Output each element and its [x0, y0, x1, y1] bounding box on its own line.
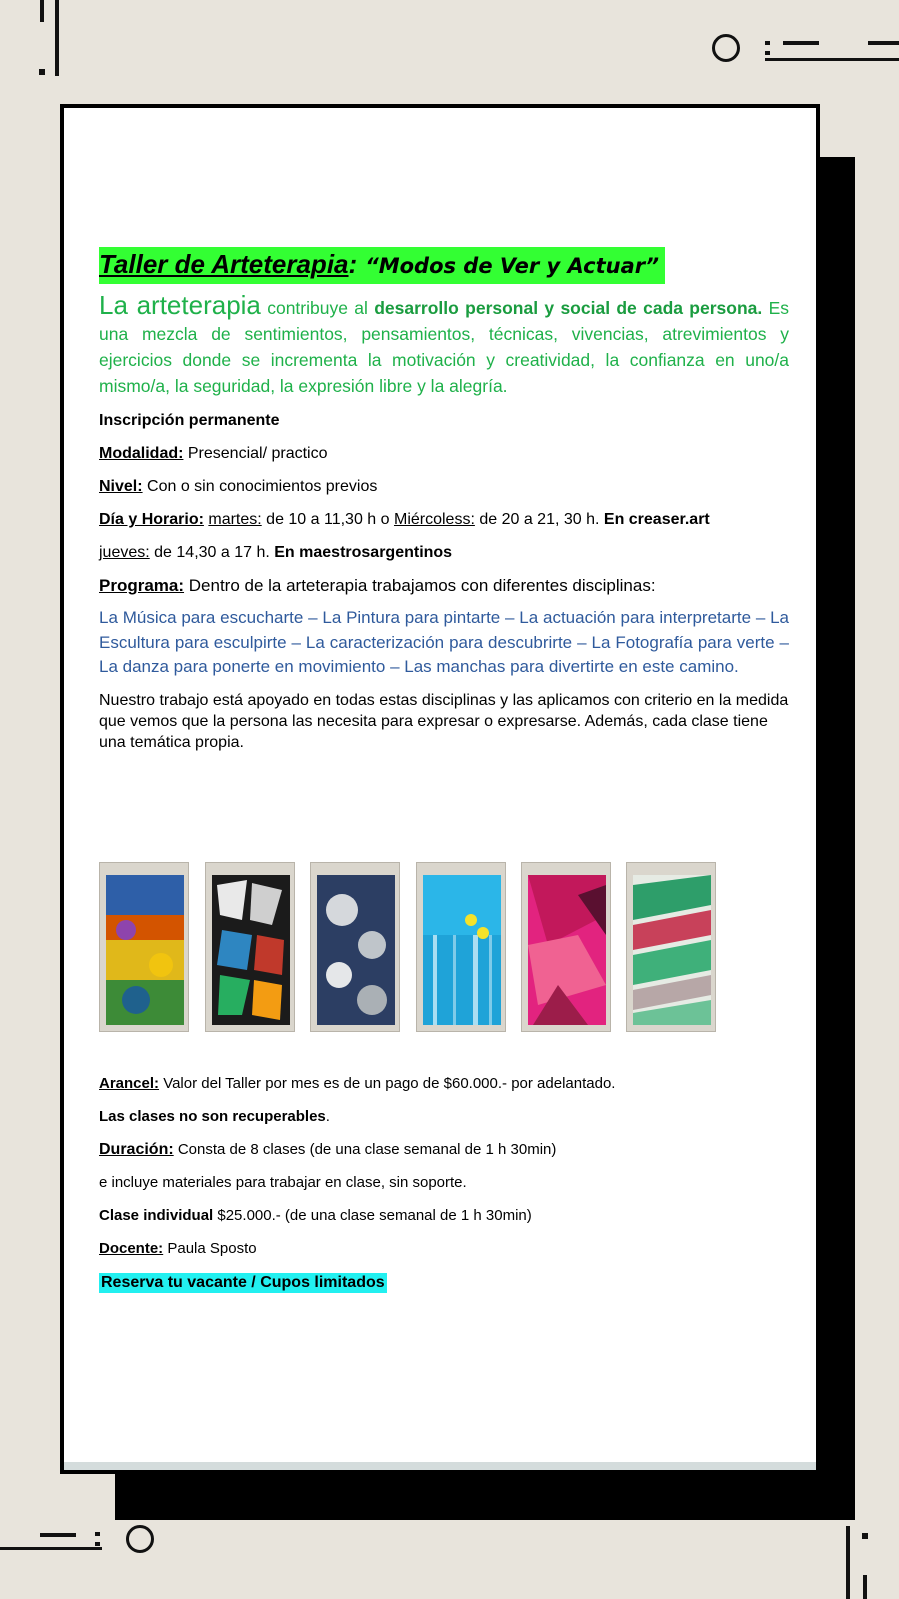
reserva-line [99, 1273, 789, 1291]
title-main: Taller de Arteterapia [99, 249, 349, 279]
decor-dot-bottom-1 [95, 1532, 100, 1536]
horario-place-2: En maestrosargentinos [274, 544, 453, 561]
gallery-thumb [310, 862, 400, 1032]
course-details [99, 1075, 789, 1306]
decor-line-bottom-right-short [863, 1575, 867, 1599]
modalidad-line [99, 444, 789, 464]
intro-bold: desarrollo personal y social de cada persona. [374, 298, 763, 318]
decor-line-bottom-right [846, 1526, 850, 1599]
intro-text-1: contribuye al [260, 298, 375, 318]
decor-line-top-left [55, 0, 59, 76]
gallery-thumb [99, 862, 189, 1032]
duracion-line [99, 1141, 789, 1159]
recuperables-text: Las clases no son recuperables [99, 1108, 326, 1125]
modalidad-value: Presencial/ practico [183, 445, 328, 462]
duracion-label: Duración: [99, 1141, 174, 1158]
decor-line-top-left-short [40, 0, 44, 22]
decor-circle-bottom [126, 1525, 154, 1553]
horario-line [99, 510, 789, 530]
gallery-thumb [205, 862, 295, 1032]
decor-dot-top-1 [765, 41, 770, 45]
horario-time-3: de 14,30 a 17 h. [149, 544, 275, 561]
decor-circle-top [712, 34, 740, 62]
individual-line [99, 1207, 789, 1225]
gallery-thumb [626, 862, 716, 1032]
arancel-label: Arancel: [99, 1075, 160, 1092]
intro-lead: La arteterapia [99, 290, 261, 320]
programa-label: Programa: [99, 576, 185, 595]
intro-paragraph [99, 292, 789, 399]
docente-label: Docente: [99, 1240, 164, 1257]
decor-dash-top-right [868, 41, 899, 45]
disciplines-paragraph: La Música para escucharte – La Pintura para pintarte – La actuación para interpretarte – La Escultura para esculpirte – La caracterización para descubrirte – La Fotografía para verte – La danza para ponerte en movimiento – Las manchas para divertirte en este camino. [99, 608, 789, 676]
arancel-line [99, 1075, 789, 1093]
title-colon: : [348, 249, 358, 279]
painting-green-red-strokes-icon [633, 875, 711, 1025]
decor-dot-top-2 [765, 51, 770, 55]
painting-silver-flowers-icon [317, 875, 395, 1025]
horario-day-3: jueves: [99, 544, 150, 561]
title-subtitle: “Modos de Ver y Actuar” [365, 254, 660, 278]
individual-value: $25.000.- (de una clase semanal de 1 h 30min) [213, 1207, 532, 1224]
horario-day-2: Miércoless: [393, 511, 475, 528]
painting-blue-drips-icon [423, 875, 501, 1025]
reserva-highlight: Reserva tu vacante / Cupos limitados [101, 1274, 385, 1291]
horario-line-2 [99, 543, 789, 563]
nivel-line [99, 477, 789, 497]
horario-time-1: de 10 a 11,30 h o [261, 511, 394, 528]
painting-pink-abstract-icon [528, 875, 606, 1025]
painting-stained-glass-icon [212, 875, 290, 1025]
decor-dot-top-left [39, 69, 45, 75]
painting-colorful-abstract-icon [106, 875, 184, 1025]
gallery-thumb [521, 862, 611, 1032]
programa-line [99, 576, 789, 596]
duracion-value: Consta de 8 clases (de una clase semanal de 1 h 30min) [173, 1141, 557, 1158]
decor-line-bottom-left [0, 1547, 102, 1550]
horario-place-1: En creaser.art [603, 511, 710, 528]
recuperables-line [99, 1108, 789, 1126]
recuperables-dot: . [325, 1108, 330, 1125]
materiales-line: e incluye materiales para trabajar en clase, sin soporte. [99, 1174, 467, 1191]
document-content [99, 247, 789, 753]
decor-dot-bottom-2 [95, 1542, 100, 1546]
decor-line-top-right [765, 58, 899, 61]
docente-line [99, 1240, 789, 1258]
page-title [99, 247, 665, 284]
docente-value: Paula Sposto [163, 1240, 257, 1257]
decor-dash-top [783, 41, 819, 45]
decor-dash-bottom-left [40, 1533, 76, 1537]
individual-label: Clase individual [99, 1207, 214, 1224]
programa-value: Dentro de la arteterapia trabajamos con diferentes disciplinas: [184, 576, 656, 595]
nivel-value: Con o sin conocimientos previos [142, 478, 378, 495]
horario-label: Día y Horario: [99, 511, 204, 528]
page-bottom-edge [64, 1462, 816, 1470]
nivel-label: Nivel: [99, 478, 143, 495]
intro-text-2: Es una mezcla de sentimientos, pensamientos, técnicas, vivencias, atrevimientos y ejercicios donde se incrementa la motivación y creatividad, la confianza en uno/a mismo/a, la seguridad, la expresión libre y la alegría. [99, 298, 789, 396]
modalidad-label: Modalidad: [99, 445, 184, 462]
inscripcion-line [99, 411, 789, 431]
inscripcion-text: Inscripción permanente [99, 412, 280, 429]
artwork-gallery [99, 862, 719, 1032]
arancel-value: Valor del Taller por mes es de un pago de $60.000.- por adelantado. [159, 1075, 616, 1092]
horario-time-2: de 20 a 21, 30 h. [474, 511, 604, 528]
decor-dot-bottom-right [862, 1533, 868, 1539]
gallery-thumb [416, 862, 506, 1032]
trabajo-paragraph: Nuestro trabajo está apoyado en todas estas disciplinas y las aplicamos con criterio en la medida que vemos que la persona las necesita para expresar o expresarse. Además, cada clase tiene una temática propia. [99, 691, 789, 751]
horario-day-1: martes: [208, 511, 262, 528]
